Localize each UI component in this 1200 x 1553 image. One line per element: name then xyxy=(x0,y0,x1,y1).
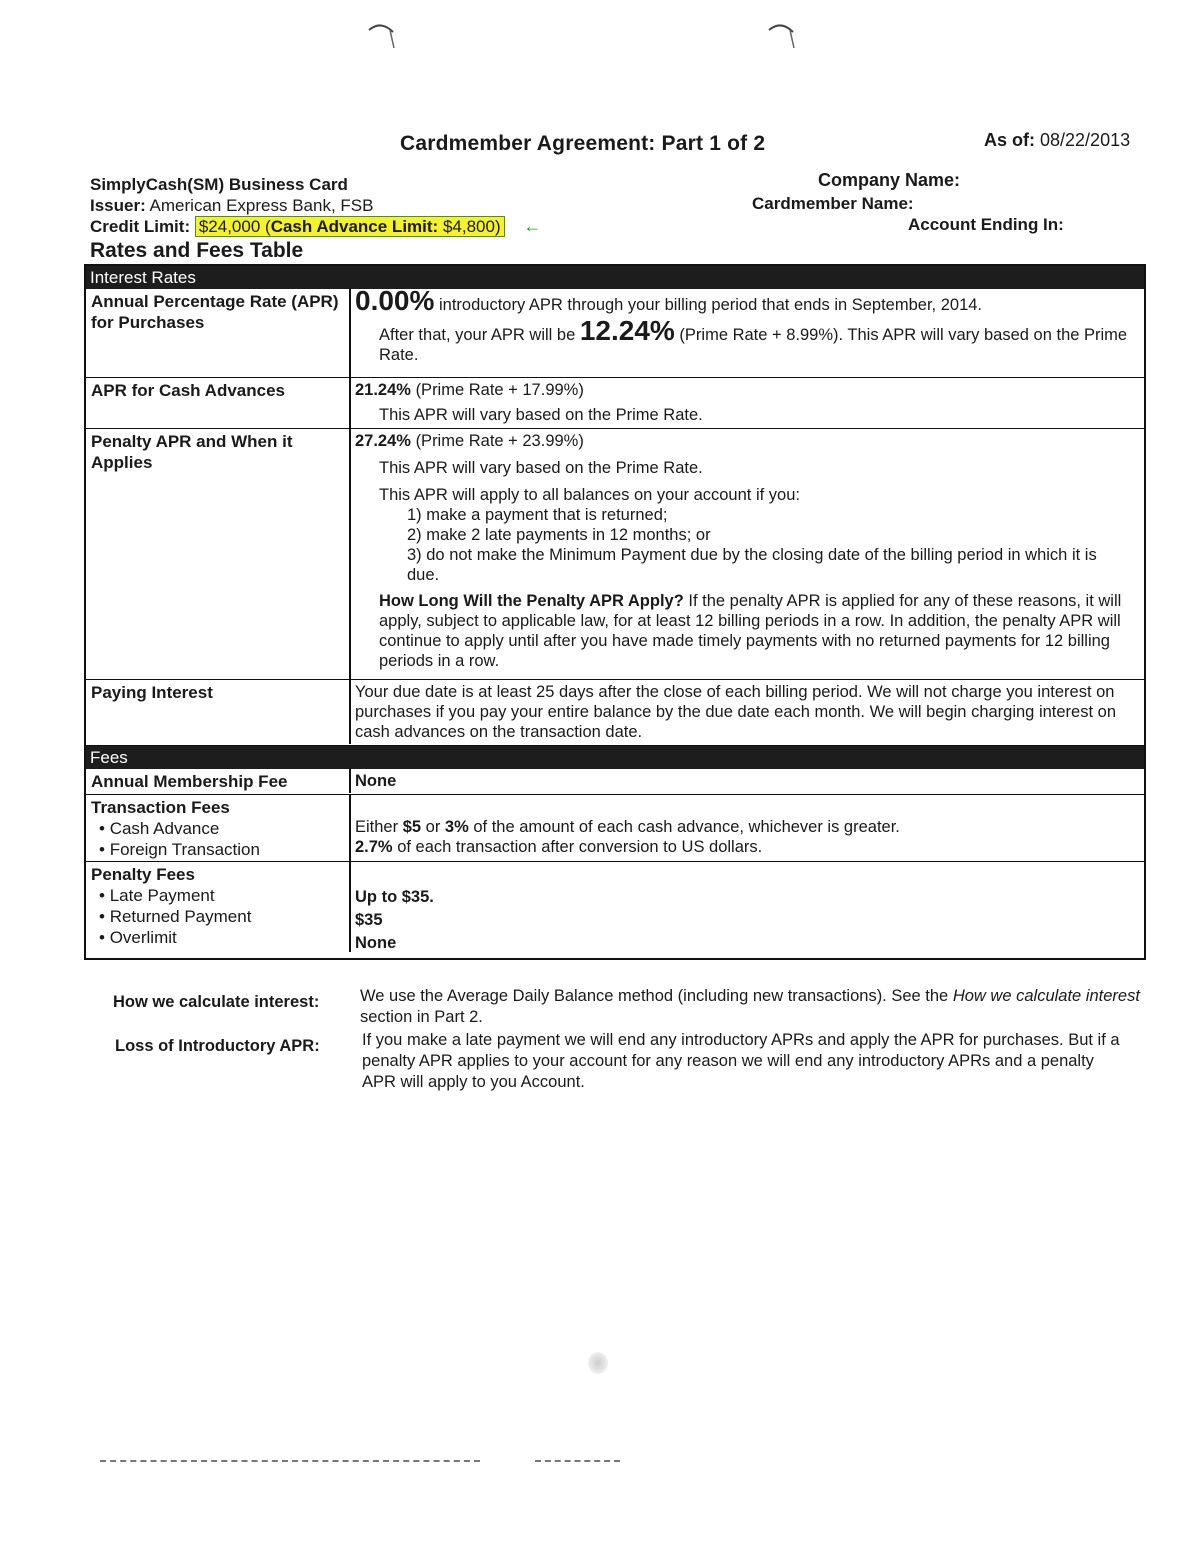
section-interest-rates: Interest Rates xyxy=(86,266,1144,289)
late-payment-fee: Up to $35. xyxy=(355,888,434,906)
table-row xyxy=(86,861,1144,958)
rates-fees-title: Rates and Fees Table xyxy=(90,239,304,262)
loss-intro-apr-text: If you make a late payment we will end any introductory APRs and apply the APR for purchases. But if a penalty APR applies to your account for any reason we will end any introductory APRs and a penalty APR will apply to you Account. xyxy=(362,1031,1120,1091)
calc-text-b: section in Part 2. xyxy=(360,1008,483,1026)
page-title: Cardmember Agreement: Part 1 of 2 xyxy=(400,132,766,155)
account-ending-label: Account Ending In: xyxy=(908,215,1064,234)
calc-interest-label: How we calculate interest: xyxy=(113,993,320,1011)
cash-advance-rate-suffix: (Prime Rate + 17.99%) xyxy=(415,381,584,399)
penalty-condition: 2) make 2 late payments in 12 months; or xyxy=(407,526,711,544)
credit-limit-value: $24,000 xyxy=(198,217,261,236)
rates-fees-table xyxy=(84,264,1146,960)
issuer-label: Issuer: xyxy=(90,196,146,215)
penalty-fee-item: • Late Payment xyxy=(91,885,344,906)
calc-text-a: We use the Average Daily Balance method (including new transactions). See the xyxy=(360,987,949,1005)
credit-limit-label: Credit Limit: xyxy=(90,217,191,236)
transaction-fee-item: • Cash Advance xyxy=(91,818,344,839)
after-prefix: After that, your APR will be xyxy=(379,326,576,344)
as-of-date xyxy=(984,130,1130,151)
cash-advance-apr-value xyxy=(351,378,1144,428)
cash-advance-apr-label: APR for Cash Advances xyxy=(86,378,351,428)
paying-interest-label: Paying Interest xyxy=(86,680,351,744)
table-row xyxy=(86,794,1144,861)
foreign-fee-rest: of each transaction after conversion to US dollars. xyxy=(397,838,763,856)
penalty-fee-item: • Overlimit xyxy=(91,927,344,948)
penalty-note: This APR will vary based on the Prime Rate. xyxy=(379,459,703,477)
cash-advance-fee-prefix: Either xyxy=(355,818,399,836)
foreign-transaction-fee xyxy=(355,837,1140,857)
issuer-value: American Express Bank, FSB xyxy=(149,196,374,215)
after-suffix: (Prime Rate + 8.99%). This APR will vary based on the Prime Rate. xyxy=(379,326,1128,364)
annual-fee-value: None xyxy=(355,772,397,790)
purchase-apr-label: Annual Percentage Rate (APR) for Purchases xyxy=(86,289,351,377)
table-row xyxy=(86,679,1144,745)
penalty-condition: 3) do not make the Minimum Payment due by the closing date of the billing period in which it is due. xyxy=(407,546,1097,584)
table-row xyxy=(86,285,1144,377)
transaction-fees-cell xyxy=(86,795,351,861)
as-of-label: As of: xyxy=(984,130,1035,150)
cash-advance-note: This APR will vary based on the Prime Rate. xyxy=(379,406,703,424)
table-row xyxy=(86,377,1144,428)
section-fees: Fees xyxy=(86,745,1144,769)
cash-advance-limit-value: $4,800 xyxy=(442,217,495,236)
penalty-fees-label: Penalty Fees xyxy=(91,865,195,884)
purchase-apr-value xyxy=(351,285,1144,377)
penalty-applies-intro: This APR will apply to all balances on your account if you: xyxy=(379,486,800,504)
footer-scan-line xyxy=(100,1460,480,1466)
scan-smudge xyxy=(588,1352,608,1374)
annual-fee-label: Annual Membership Fee xyxy=(86,769,351,793)
as-of-value: 08/22/2013 xyxy=(1040,130,1131,150)
table-row xyxy=(86,769,1144,794)
penalty-fee-item: • Returned Payment xyxy=(91,906,344,927)
penalty-apr-label: Penalty APR and When it Applies xyxy=(86,429,351,679)
transaction-fees-label: Transaction Fees xyxy=(91,798,230,817)
hole-punch-mark xyxy=(366,18,396,48)
penalty-rate: 27.24% xyxy=(355,432,411,450)
issuer-line xyxy=(90,195,541,216)
how-long-answer: If the penalty APR is applied for any of these reasons, it will apply, subject to applicable law, for at least 12 billing periods in a row. In addition, the penalty APR will continue to apply until after you have made timely payments with no returned payments for 12 billing periods in a row. xyxy=(379,592,1122,670)
intro-rate: 0.00% xyxy=(355,285,435,316)
cash-advance-fee-pct: 3% xyxy=(444,818,469,836)
arrow-left-icon: ← xyxy=(523,216,542,236)
transaction-fee-item: • Foreign Transaction xyxy=(91,839,344,860)
transaction-fees-value xyxy=(351,795,1144,861)
intro-text: introductory APR through your billing period that ends in September, 2014. xyxy=(439,296,983,314)
penalty-rate-suffix: (Prime Rate + 23.99%) xyxy=(415,432,584,450)
footer-scan-line xyxy=(535,1460,620,1466)
hole-punch-mark xyxy=(766,18,796,48)
paying-interest-value: Your due date is at least 25 days after the close of each billing period. We will not charge you interest on purchases if you pay your entire balance by the due date each month. We will begin charging interest on cash advances on the transaction date. xyxy=(355,683,1116,741)
table-row xyxy=(86,428,1144,679)
cash-advance-limit-label: Cash Advance Limit: xyxy=(270,217,439,236)
cash-advance-fee-flat: $5 xyxy=(402,818,422,836)
calc-interest-text xyxy=(360,986,1140,1028)
cash-advance-fee-or: or xyxy=(425,818,441,836)
loss-intro-apr-label: Loss of Introductory APR: xyxy=(115,1037,320,1055)
how-long-paragraph xyxy=(355,591,1140,671)
penalty-condition: 1) make a payment that is returned; xyxy=(407,506,668,524)
credit-limit-line xyxy=(90,216,541,237)
overlimit-fee: None xyxy=(355,934,397,952)
penalty-fees-cell xyxy=(86,862,351,952)
company-name-label: Company Name: xyxy=(818,170,961,190)
cash-advance-rate: 21.24% xyxy=(355,381,411,399)
cardmember-name-label: Cardmember Name: xyxy=(752,194,914,213)
penalty-apr-value xyxy=(351,429,1144,679)
calc-text-italic: How we calculate interest xyxy=(952,987,1140,1005)
cash-advance-fee-rest: of the amount of each cash advance, whichever is greater. xyxy=(473,818,900,836)
returned-payment-fee: $35 xyxy=(355,911,383,929)
product-name: SimplyCash(SM) Business Card xyxy=(90,175,348,194)
how-long-question: How Long Will the Penalty APR Apply? xyxy=(379,592,684,610)
penalty-fees-values xyxy=(351,862,1144,958)
cash-advance-fee xyxy=(355,817,1140,837)
card-info xyxy=(90,174,541,261)
credit-limit-highlight: $24,000 (Cash Advance Limit: $4,800) xyxy=(195,216,505,237)
foreign-fee-pct: 2.7% xyxy=(355,838,393,856)
after-rate: 12.24% xyxy=(579,315,675,346)
